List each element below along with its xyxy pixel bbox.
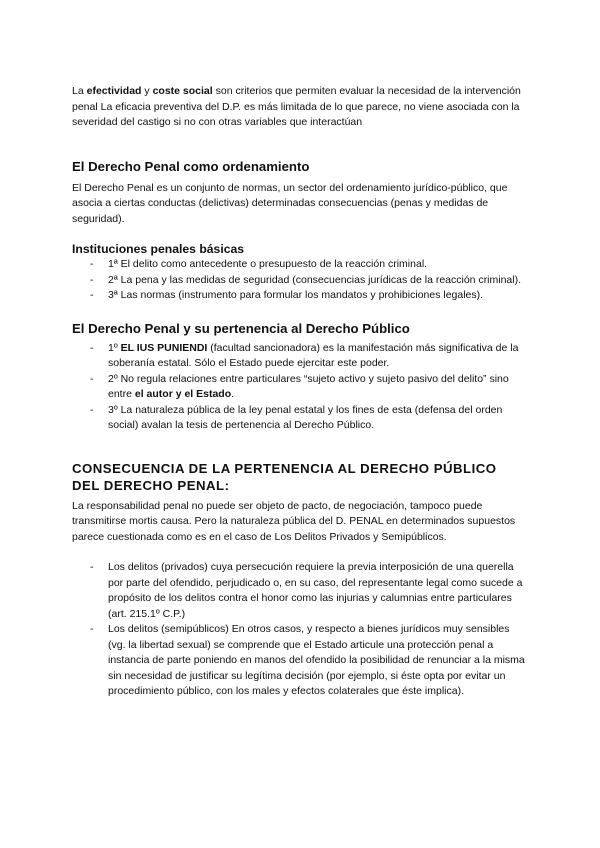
section-body-consecuencia: La responsabilidad penal no puede ser objeto de pacto, de negociación, tampoco puede transmitirse mortis causa. Pero la naturaleza pública del D. PENAL en determinados supuestos parece cuestionada como es en el caso de Los Delitos Privados y Semipúblicos.: [72, 499, 516, 543]
section-title-instituciones: Instituciones penales básicas: [72, 242, 245, 256]
dash-bullet: -: [90, 273, 94, 286]
list-derecho-publico: [72, 341, 528, 434]
intro-paragraph: [72, 84, 528, 131]
list-delitos: [72, 560, 528, 700]
intro-bold-social-cost: coste social: [152, 85, 213, 97]
list-item-text: Los delitos (semipúblicos) En otros casos, y respecto a bienes jurídicos muy sensibles (vg. la libertad sexual) se comprende que el Estado articule una protección penal a instancia de parte poniendo en manos del ofendido la posibilidad de renunciar a la misma sin necesidad de justificar su legítima decisión (por ejemplo, si éste opta por evitar un procedimiento público, con los males y efectos colaterales que éste implica).: [108, 623, 525, 697]
list-item-text: 2ª La pena y las medidas de seguridad (consecuencias jurídicas de la reacción criminal).: [108, 273, 522, 286]
list-item-pre: 2º No regula relaciones entre particulares “sujeto activo y sujeto pasivo del delito” sino entre: [108, 372, 509, 400]
dash-bullet: -: [90, 341, 94, 354]
dash-bullet: -: [90, 289, 94, 301]
list-item: [72, 403, 528, 434]
list-item: [72, 622, 528, 700]
list-instituciones: [72, 257, 528, 304]
section-title-ordenamiento: El Derecho Penal como ordenamiento: [72, 158, 310, 174]
list-item-text: Los delitos (privados) cuya persecución requiere la previa interposición de una querella por parte del ofendido, perjudicado o, en su caso, del representante legal como sucede a propósito de los delitos contra el honor como las injurias y calumnias entre particulares (art. 215.1º C.P.): [108, 561, 523, 620]
list-item: [72, 273, 528, 289]
list-item-text: 3º La naturaleza pública de la ley penal estatal y los fines de esta (defensa del orden social) avalan la tesis de pertenencia al Derecho Público.: [108, 403, 503, 431]
dash-bullet: -: [90, 372, 94, 385]
intro-text-2: y: [141, 85, 153, 97]
list-item: [72, 257, 528, 273]
document-content: [72, 84, 528, 700]
dash-bullet: -: [90, 403, 94, 416]
list-item: [72, 288, 528, 304]
list-item: [72, 560, 528, 622]
intro-text-1: La: [72, 85, 87, 97]
list-item: [72, 372, 528, 403]
dash-bullet: -: [90, 258, 94, 270]
intro-text-3: son criterios que permiten evaluar la necesidad de la intervención penal La eficacia preventiva del D.P. es más limitada de lo que parece, no viene asociada con la severidad del castigo si no con otras variables que interactúan: [72, 85, 521, 128]
section-title-derecho-publico: El Derecho Penal y su pertenencia al Derecho Público: [72, 320, 410, 336]
section-body-ordenamiento: El Derecho Penal es un conjunto de normas, un sector del ordenamiento jurídico-público, que asocia a ciertas conductas (delictivas) determinadas consecuencias (penas y medidas de seguridad).: [72, 181, 508, 225]
section-title-consecuencia: CONSECUENCIA DE LA PERTENENCIA AL DERECHO PÚBLICO DEL DERECHO PENAL:: [72, 460, 497, 493]
dash-bullet: -: [90, 561, 94, 573]
list-item-pre: 1º: [108, 341, 121, 354]
list-item: [72, 341, 528, 372]
list-item-post: (facultad sancionadora) es la manifestación más significativa de la soberanía estatal. Sólo el Estado puede ejercitar este poder.: [108, 341, 519, 369]
list-item-text: 3ª Las normas (instrumento para formular los mandatos y prohibiciones legales).: [108, 289, 484, 301]
dash-bullet: -: [90, 623, 94, 635]
list-item-post: .: [231, 388, 235, 400]
list-item-bold: el autor y el Estado: [134, 388, 232, 400]
intro-bold-effectiveness: efectividad: [86, 85, 142, 97]
list-item-bold: EL IUS PUNIENDI: [120, 341, 208, 354]
list-item-text: 1ª El delito como antecedente o presupuesto de la reacción criminal.: [108, 258, 428, 270]
